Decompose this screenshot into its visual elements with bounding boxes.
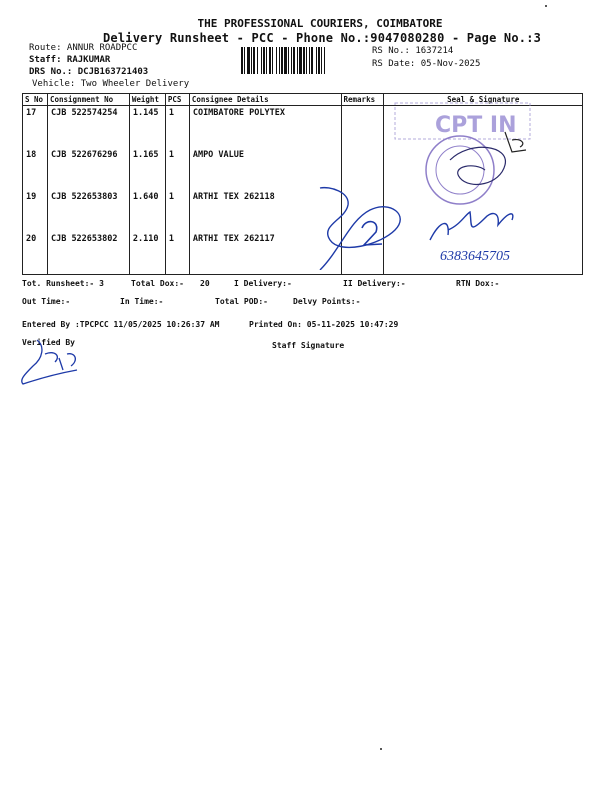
rs-number: RS No.: 1637214 <box>372 46 454 56</box>
cell-sno: 19 <box>23 190 48 232</box>
cell-weight: 1.165 <box>129 148 165 190</box>
total-pod: Total POD:- <box>215 297 268 306</box>
cell-sno: 17 <box>23 106 48 149</box>
col-seal-signature: Seal & Signature <box>384 94 583 106</box>
verified-by: Verified By <box>22 338 75 347</box>
verifier-signature <box>15 336 95 396</box>
route-label: Route: ANNUR ROADPCC <box>29 43 138 53</box>
cell-pcs: 1 <box>165 148 189 190</box>
company-name: THE PROFESSIONAL COURIERS, COIMBATORE <box>197 17 443 30</box>
rs-date: RS Date: 05-Nov-2025 <box>372 59 481 69</box>
cell-consignment: CJB 522574254 <box>47 106 129 149</box>
stamp-text: CPT IN <box>435 113 517 138</box>
consignee-signature <box>430 212 513 240</box>
cell-consignee: AMPO VALUE <box>189 148 341 190</box>
signature-scribble <box>450 147 505 184</box>
col-consignment: Consignment No <box>47 94 129 106</box>
col-weight: Weight <box>129 94 165 106</box>
cell-consignment: CJB 522653802 <box>47 232 129 275</box>
staff-label: Staff: RAJKUMAR <box>29 55 111 65</box>
drs-number: DRS No.: DCJB163721403 <box>29 67 149 77</box>
cell-sno: 20 <box>23 232 48 275</box>
cell-consignee: ARTHI TEX 262117 <box>189 232 341 275</box>
rtn-dox: RTN Dox:- <box>456 279 500 288</box>
ii-delivery: II Delivery:- <box>343 279 406 288</box>
entered-by: Entered By :TPCPCC 11/05/2025 10:26:37 AM <box>22 320 220 329</box>
col-sno: S No <box>23 94 48 106</box>
in-time: In Time:- <box>120 297 164 306</box>
cell-pcs: 1 <box>165 190 189 232</box>
cell-sno: 18 <box>23 148 48 190</box>
staff-signature-label: Staff Signature <box>272 341 345 350</box>
cell-weight: 1.640 <box>129 190 165 232</box>
cell-consignee: COIMBATORE POLYTEX <box>189 106 341 149</box>
tot-runsheet: Tot. Runsheet:- 3 <box>22 279 104 288</box>
delvy-points: Delvy Points:- <box>293 297 361 306</box>
col-pcs: PCS <box>165 94 189 106</box>
barcode-bar <box>325 47 327 74</box>
page-speck <box>380 748 382 750</box>
company-stamp <box>395 103 530 204</box>
vehicle-label: Vehicle: Two Wheeler Delivery <box>32 79 190 89</box>
handwritten-phone: 6383645705 <box>440 249 510 264</box>
runsheet-title: Delivery Runsheet - PCC - Phone No.:9047080280 - Page No.:3 <box>103 31 542 45</box>
col-remarks: Remarks <box>341 94 384 106</box>
page-speck <box>545 5 547 7</box>
barcode <box>241 47 367 74</box>
i-delivery: I Delivery:- <box>234 279 292 288</box>
printed-on: Printed On: 05-11-2025 10:47:29 <box>249 320 399 329</box>
total-dox-value: 20 <box>200 279 210 288</box>
cell-consignment: CJB 522653803 <box>47 190 129 232</box>
cell-pcs: 1 <box>165 232 189 275</box>
cell-weight: 1.145 <box>129 106 165 149</box>
cell-consignment: CJB 522676296 <box>47 148 129 190</box>
col-consignee: Consignee Details <box>189 94 341 106</box>
handwritten-number-mark <box>320 188 400 270</box>
cell-weight: 2.110 <box>129 232 165 275</box>
cell-pcs: 1 <box>165 106 189 149</box>
out-time: Out Time:- <box>22 297 71 306</box>
seal-signature-overlay <box>300 100 560 270</box>
cell-consignee: ARTHI TEX 262118 <box>189 190 341 232</box>
total-dox-label: Total Dox:- <box>131 279 184 288</box>
